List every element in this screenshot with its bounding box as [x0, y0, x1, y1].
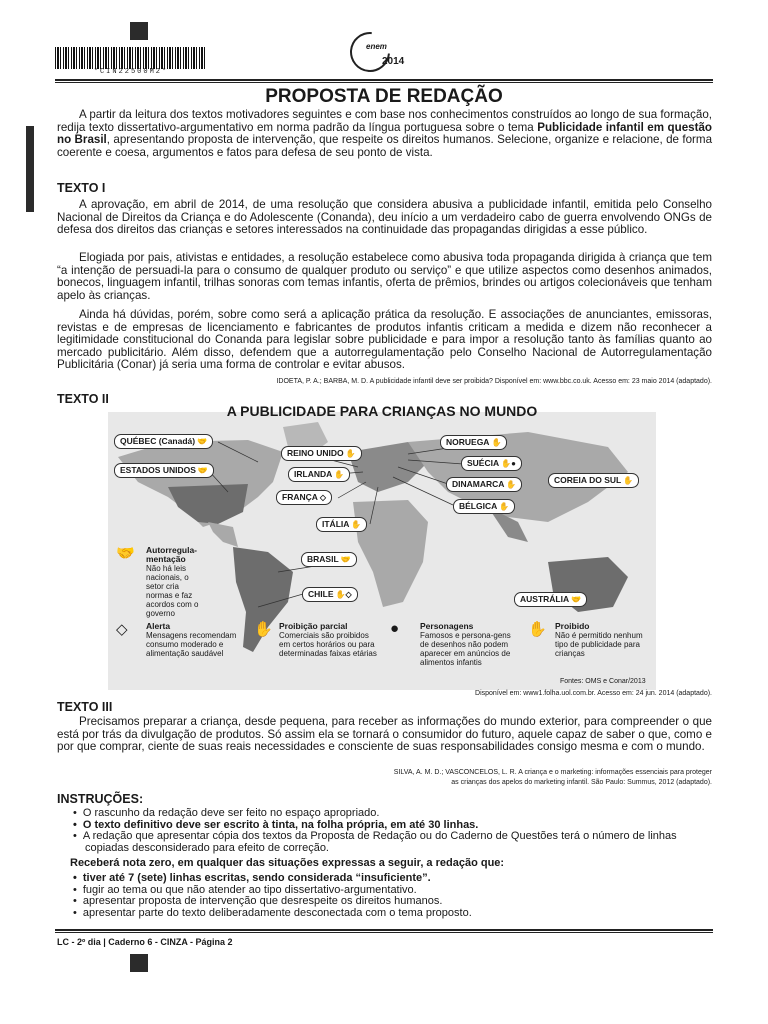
zero-list: [57, 873, 707, 919]
hand-icon: ✋: [499, 502, 510, 511]
label-italia: [316, 517, 367, 532]
label-quebec: [114, 434, 213, 449]
alert-legend-icon: ◇: [116, 621, 128, 638]
label-reino-unido: [281, 446, 362, 461]
page-footer: LC - 2º dia | Caderno 6 - CINZA - Página 2: [57, 937, 233, 947]
legend-proibido-title: Proibido: [555, 621, 590, 631]
label-franca: [276, 490, 332, 505]
legend-personagens: [420, 622, 520, 667]
intro-before: A partir da leitura dos textos motivadores seguintes e com base nos conhecimentos construídos ao longo de sua formação, redija texto dissertativo-argumentativo em norma padrão da língua portuguesa sobre o tema: [57, 108, 712, 134]
legend-alerta-title: Alerta: [146, 621, 171, 631]
hand-icon: ✋: [334, 470, 345, 479]
handshake-legend-icon: 🤝: [116, 545, 135, 562]
logo-text: enem: [366, 42, 387, 51]
stop-hand-legend-icon: ✋: [528, 621, 547, 638]
hand-legend-icon: ✋: [254, 621, 273, 638]
legend-personagens-title: Personagens: [420, 621, 474, 631]
texto1-heading: TEXTO I: [57, 181, 106, 195]
zero-heading: Receberá nota zero, em qualquer das situações expressas a seguir, a redação que:: [70, 857, 505, 869]
texto1-source: IDOETA, P. A.; BARBA, M. D. A publicidade infantil deve ser proibida? Disponível em: www.bbc.co.uk. Acesso em: 23 maio 2014 (adaptado).: [276, 378, 712, 385]
label-italia-text: ITÁLIA: [322, 519, 350, 529]
texto3-p1: Precisamos preparar a criança, desde pequena, para receber as informações do mundo exterior, para compreender o que está por trás da divulgação de produtos. Só assim ela se tornará o consumidor do futuro, aquele capaz de saber o que, como e por que comprar, ciente de suas reais necessidades e consciente de suas responsabilidades consigo mesma e com o mundo.: [57, 715, 712, 754]
label-suecia-text: SUÉCIA: [467, 458, 500, 468]
legend-personagens-text: Famosos e persona-gens de desenhos não podem aparecer em anúncios de alimentos infantis: [420, 631, 511, 667]
instrucoes-heading: INSTRUÇÕES:: [57, 792, 144, 806]
legend-auto-text: Não há leis nacionais, o setor cria normas e faz acordos com o governo: [146, 564, 199, 618]
stop-hand-icon: ✋: [491, 438, 502, 447]
label-brasil: [301, 552, 357, 567]
registration-mark-bottom: [130, 954, 148, 972]
legend-parcial-title: Proibição parcial: [279, 621, 348, 631]
hand-icon: ✋●: [501, 459, 516, 468]
label-belgica-text: BÉLGICA: [459, 501, 498, 511]
hand-icon: ✋: [351, 520, 362, 529]
registration-mark-top: [130, 22, 148, 40]
handshake-icon: 🤝: [197, 466, 208, 475]
header-rule: [55, 79, 713, 81]
page-title: PROPOSTA DE REDAÇÃO: [265, 86, 503, 107]
instrucoes-items: [57, 808, 707, 854]
label-australia: [514, 592, 587, 607]
header-rule-thin: [55, 82, 713, 83]
footer-rule-thin: [55, 932, 713, 933]
texto3-heading: TEXTO III: [57, 700, 113, 714]
hand-icon: ✋: [345, 449, 356, 458]
label-eua: [114, 463, 214, 478]
zero-items: [57, 873, 707, 919]
texto1-p3: Ainda há dúvidas, porém, sobre como será a aplicação prática da resolução. E associações de anunciantes, emissoras, revistas e de empresas de licenciamento e fabricantes de produtos infantis criticam a medida e dizem não reconhecer a legitimidade constitucional do Conanda para legislar sobre publicidade e para impor a resolução tanto às famílias quanto ao mercado publicitário. Além disso, defendem que a autorregulamentação pelo Conselho Nacional de Autorregulamentação Publicitária (Conar) já seria uma forma de controlar e evitar abusos.: [57, 308, 712, 372]
intro-after: , apresentando proposta de intervenção, que respeite os direitos humanos. Selecione, organize e relacione, de forma coerente e coesa, argumentos e fatos para defesa de seu ponto de vista.: [57, 133, 713, 159]
zero-item: • fugir ao tema ou que não atender ao tipo dissertativo-argumentativo.: [85, 885, 707, 897]
legend-auto: [146, 546, 246, 618]
intro-theme: Publicidade infantil em questão no Brasil: [57, 120, 713, 147]
alert-icon: ◇: [319, 493, 327, 502]
footer-rule: [55, 929, 713, 931]
side-mark: [26, 126, 34, 212]
handshake-icon: 🤝: [197, 437, 208, 446]
legend-parcial-text: Comerciais são proibidos em certos horários ou para determinadas faixas etárias: [279, 631, 377, 658]
label-noruega: [440, 435, 507, 450]
logo-year: 2014: [382, 56, 405, 67]
label-belgica: [453, 499, 515, 514]
label-coreia-text: COREIA DO SUL: [554, 475, 622, 485]
zero-item: • tiver até 7 (sete) linhas escritas, sendo considerada “insuficiente”.: [85, 873, 707, 885]
handshake-icon: 🤝: [340, 555, 351, 564]
handshake-icon: 🤝: [571, 595, 582, 604]
instrucoes-list: [57, 808, 707, 854]
barcode-text: *CIN22500M2*: [93, 68, 169, 76]
label-suecia: [461, 456, 522, 471]
legend-auto-title: Autorregula-mentação: [146, 545, 197, 564]
hand-icon: ✋◇: [335, 590, 352, 599]
texto1-p2: Elogiada por pais, ativistas e entidades, a resolução estabelece como abusiva toda propaganda dirigida à criança que tem “a intenção de persuadi-la para o consumo de qualquer produto ou serviço” e que utilize aspectos como desenhos animados, bonecos, linguagem infantil, trilhas sonoras com temas infantis, oferta de prêmios, brindes ou artigos colecionáveis que tenham apelo às crianças.: [57, 251, 712, 302]
label-eua-text: ESTADOS UNIDOS: [120, 465, 196, 475]
instrucao-item: • A redação que apresentar cópia dos textos da Proposta de Redação ou do Caderno de Questões terá o número de linhas copiadas desconsiderado para efeito de correção.: [85, 831, 707, 854]
hand-icon: ✋: [506, 480, 517, 489]
label-brasil-text: BRASIL: [307, 554, 339, 564]
label-dinamarca: [446, 477, 522, 492]
label-chile-text: CHILE: [308, 589, 334, 599]
zero-item: • apresentar parte do texto deliberadamente desconectada com o tema proposto.: [85, 908, 707, 920]
label-quebec-text: QUÉBEC (Canadá): [120, 436, 196, 446]
instrucao-item: • O texto definitivo deve ser escrito à tinta, na folha própria, em até 30 linhas.: [85, 820, 707, 832]
enem-logo: [350, 30, 410, 70]
label-noruega-text: NORUEGA: [446, 437, 490, 447]
legend-alerta: [146, 622, 246, 658]
map-fontes: Fontes: OMS e Conar/2013: [560, 678, 646, 685]
texto2-heading: TEXTO II: [57, 392, 109, 406]
map-title: A PUBLICIDADE PARA CRIANÇAS NO MUNDO: [226, 403, 538, 419]
intro-paragraph: [57, 109, 712, 159]
barcode: [55, 47, 205, 69]
label-australia-text: AUSTRÁLIA: [520, 594, 570, 604]
texto2-source: Disponível em: www1.folha.uol.com.br. Acesso em: 24 jun. 2014 (adaptado).: [475, 690, 712, 697]
legend-proibido-text: Não é permitido nenhum tipo de publicidade para crianças: [555, 631, 643, 658]
hand-icon: ✋: [623, 476, 634, 485]
legend-alerta-text: Mensagens recomendam consumo moderado e alimentação saudável: [146, 631, 237, 658]
legend-parcial: [279, 622, 379, 658]
label-coreia: [548, 473, 639, 488]
instrucao-item: • O rascunho da redação deve ser feito no espaço apropriado.: [85, 808, 707, 820]
label-franca-text: FRANÇA: [282, 492, 318, 502]
legend-proibido: [555, 622, 645, 658]
zero-item: • apresentar proposta de intervenção que desrespeite os direitos humanos.: [85, 896, 707, 908]
texto3-source-2: as crianças dos apelos do marketing infantil. São Paulo: Summus, 2012 (adaptado).: [451, 779, 712, 786]
texto3-source-1: SILVA, A. M. D.; VASCONCELOS, L. R. A criança e o marketing: informações essenciais para proteger: [393, 769, 712, 776]
logo-ring: [342, 24, 398, 80]
label-irlanda-text: IRLANDA: [294, 469, 333, 479]
label-reino-unido-text: REINO UNIDO: [287, 448, 344, 458]
texto1-p1: A aprovação, em abril de 2014, de uma resolução que considera abusiva a publicidade infantil, emitida pelo Conselho Nacional de Direitos da Criança e do Adolescente (Conanda), deu início a um verdadeiro cabo de guerra envolvendo ONGs de defesa dos direitos das crianças e setores interessados na continuidade das propagandas dirigidas a esse público.: [57, 198, 712, 237]
mouse-character-icon: ●: [390, 620, 400, 637]
label-dinamarca-text: DINAMARCA: [452, 479, 505, 489]
label-irlanda: [288, 467, 350, 482]
label-chile: [302, 587, 358, 602]
